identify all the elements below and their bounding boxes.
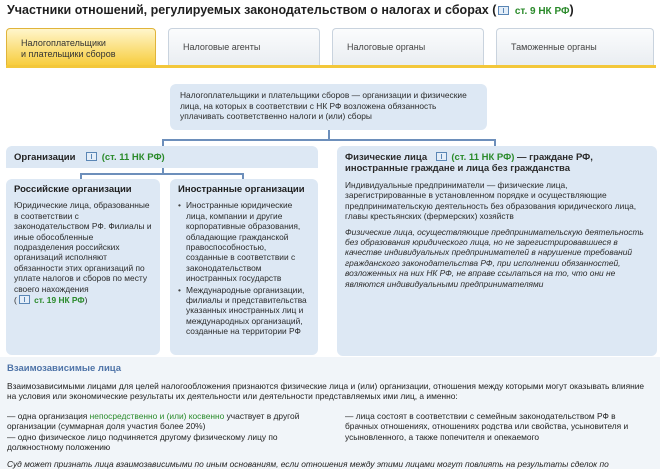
related-persons-section — [0, 357, 660, 469]
related-item: — одно физическое лицо подчиняется другому физическому лицу по должностному положению — [7, 431, 278, 453]
page-title: Участники отношений, регулируемых законодательством о налогах и сборах ( ст. 9 НК РФ) — [7, 3, 574, 17]
tab-tax-agents[interactable]: Налоговые агенты — [168, 28, 320, 66]
tab-taxpayers[interactable]: Налогоплательщики и плательщики сборов — [6, 28, 156, 66]
book-icon — [86, 152, 97, 161]
organizations-heading: Организации (ст. 11 НК РФ) — [6, 146, 318, 168]
related-right-column — [345, 411, 645, 442]
organizations-ref-link[interactable]: (ст. 11 НК РФ) — [101, 152, 165, 163]
related-item: — одна организация непосредственно и (или) косвенно участвует в другой организации (суммарная доля участия более 20%) — [7, 411, 300, 432]
foreign-organizations-list — [178, 200, 310, 336]
foreign-organizations-panel — [170, 179, 318, 355]
unregistered-entrepreneurs-note: Физические лица, осуществляющие предпринимательскую деятельность без образования юридического лица, но не зарегистрировавшиеся в качестве индивидуальных предпринимателей в нарушение требований гражданского законодательства РФ, при исполнении обязанностей, возложенных на них НК РФ, не вправе ссылаться на то, что они не являются индивидуальными предпринимателями — [345, 226, 644, 289]
foreign-organizations-title: Иностранные организации — [178, 184, 305, 195]
russian-organizations-panel: Российские организации Юридические лица, образованные в соответствии с законодательством РФ. Филиалы и иные обособленные подразделения российских организаций исполняют обязанности этих организаций по уплате налогов и сборов по месту своего нахождения ( ст. 19 НК РФ) — [6, 179, 160, 355]
related-persons-title: Взаимозависимые лица — [7, 363, 122, 374]
russian-ref-link[interactable]: ст. 19 НК РФ — [34, 295, 85, 306]
book-icon — [436, 152, 447, 161]
court-note: Суд может признать лица взаимозависимыми по иным основаниям, если отношения между этими лицами могут повлиять на результаты сделок по — [7, 459, 609, 469]
tab-underline — [6, 65, 656, 68]
entrepreneurs-text: Индивидуальные предприниматели — физические лица, зарегистрированные в установленном порядке и осуществляющие предпринимательскую деятельность без образования юридического лица, главы крестьянских (фермерских) хозяйств — [345, 180, 637, 222]
list-item: • Международные организации, филиалы и представительства указанных иностранных лиц и международных организаций, созданные на территории РФ — [178, 285, 310, 337]
russian-organizations-title: Российские организации — [14, 184, 132, 195]
related-persons-intro: Взаимозависимыми лицами для целей налогообложения признаются физические лица и (или) организации, отношения между которыми могут оказывать влияние на условия или экономические результаты их деятельности или деятельности представляемых ими лиц, а именно: — [7, 381, 645, 402]
direct-indirect-link[interactable]: непосредственно и (или) косвенно — [89, 411, 225, 421]
connector — [80, 173, 244, 175]
definition-box: Налогоплательщики и плательщики сборов — организации и физические лица, на которых в соответствии с НК РФ возложена обязанность уплачивать соответственно налоги и (или) сборы — [170, 84, 487, 130]
individuals-heading: Физические лица (ст. 11 НК РФ) — граждане РФ, иностранные граждане и лица без гражданства — [345, 152, 593, 174]
tab-bar — [6, 28, 656, 66]
connector — [162, 139, 496, 141]
title-ref-link[interactable]: ст. 9 НК РФ — [514, 6, 570, 17]
russian-organizations-text: Юридические лица, образованные в соответствии с законодательством РФ. Филиалы и иные обособленные подразделения российских организаций исполняют обязанности этих организаций по уплате налогов и сборов по месту своего нахождения — [14, 200, 152, 294]
related-item: — лица состоят в соответствии с семейным законодательством РФ в брачных отношениях, отношениях родства или свойства, усыновителя и усыновленного, а также попечителя и опекаемого — [345, 411, 629, 442]
individuals-ref-link[interactable]: (ст. 11 НК РФ) — [451, 152, 515, 163]
tab-tax-authorities[interactable]: Налоговые органы — [332, 28, 484, 66]
list-item: • Иностранные юридические лица, компании и другие корпоративные образования, обладающие гражданской правоспособностью, созданные в соответствии с законодательством иностранных государств — [178, 200, 310, 283]
individuals-panel — [337, 146, 657, 356]
tab-customs[interactable]: Таможенные органы — [496, 28, 654, 66]
related-left-column — [7, 411, 327, 453]
book-icon — [19, 295, 30, 304]
book-icon — [498, 6, 509, 15]
